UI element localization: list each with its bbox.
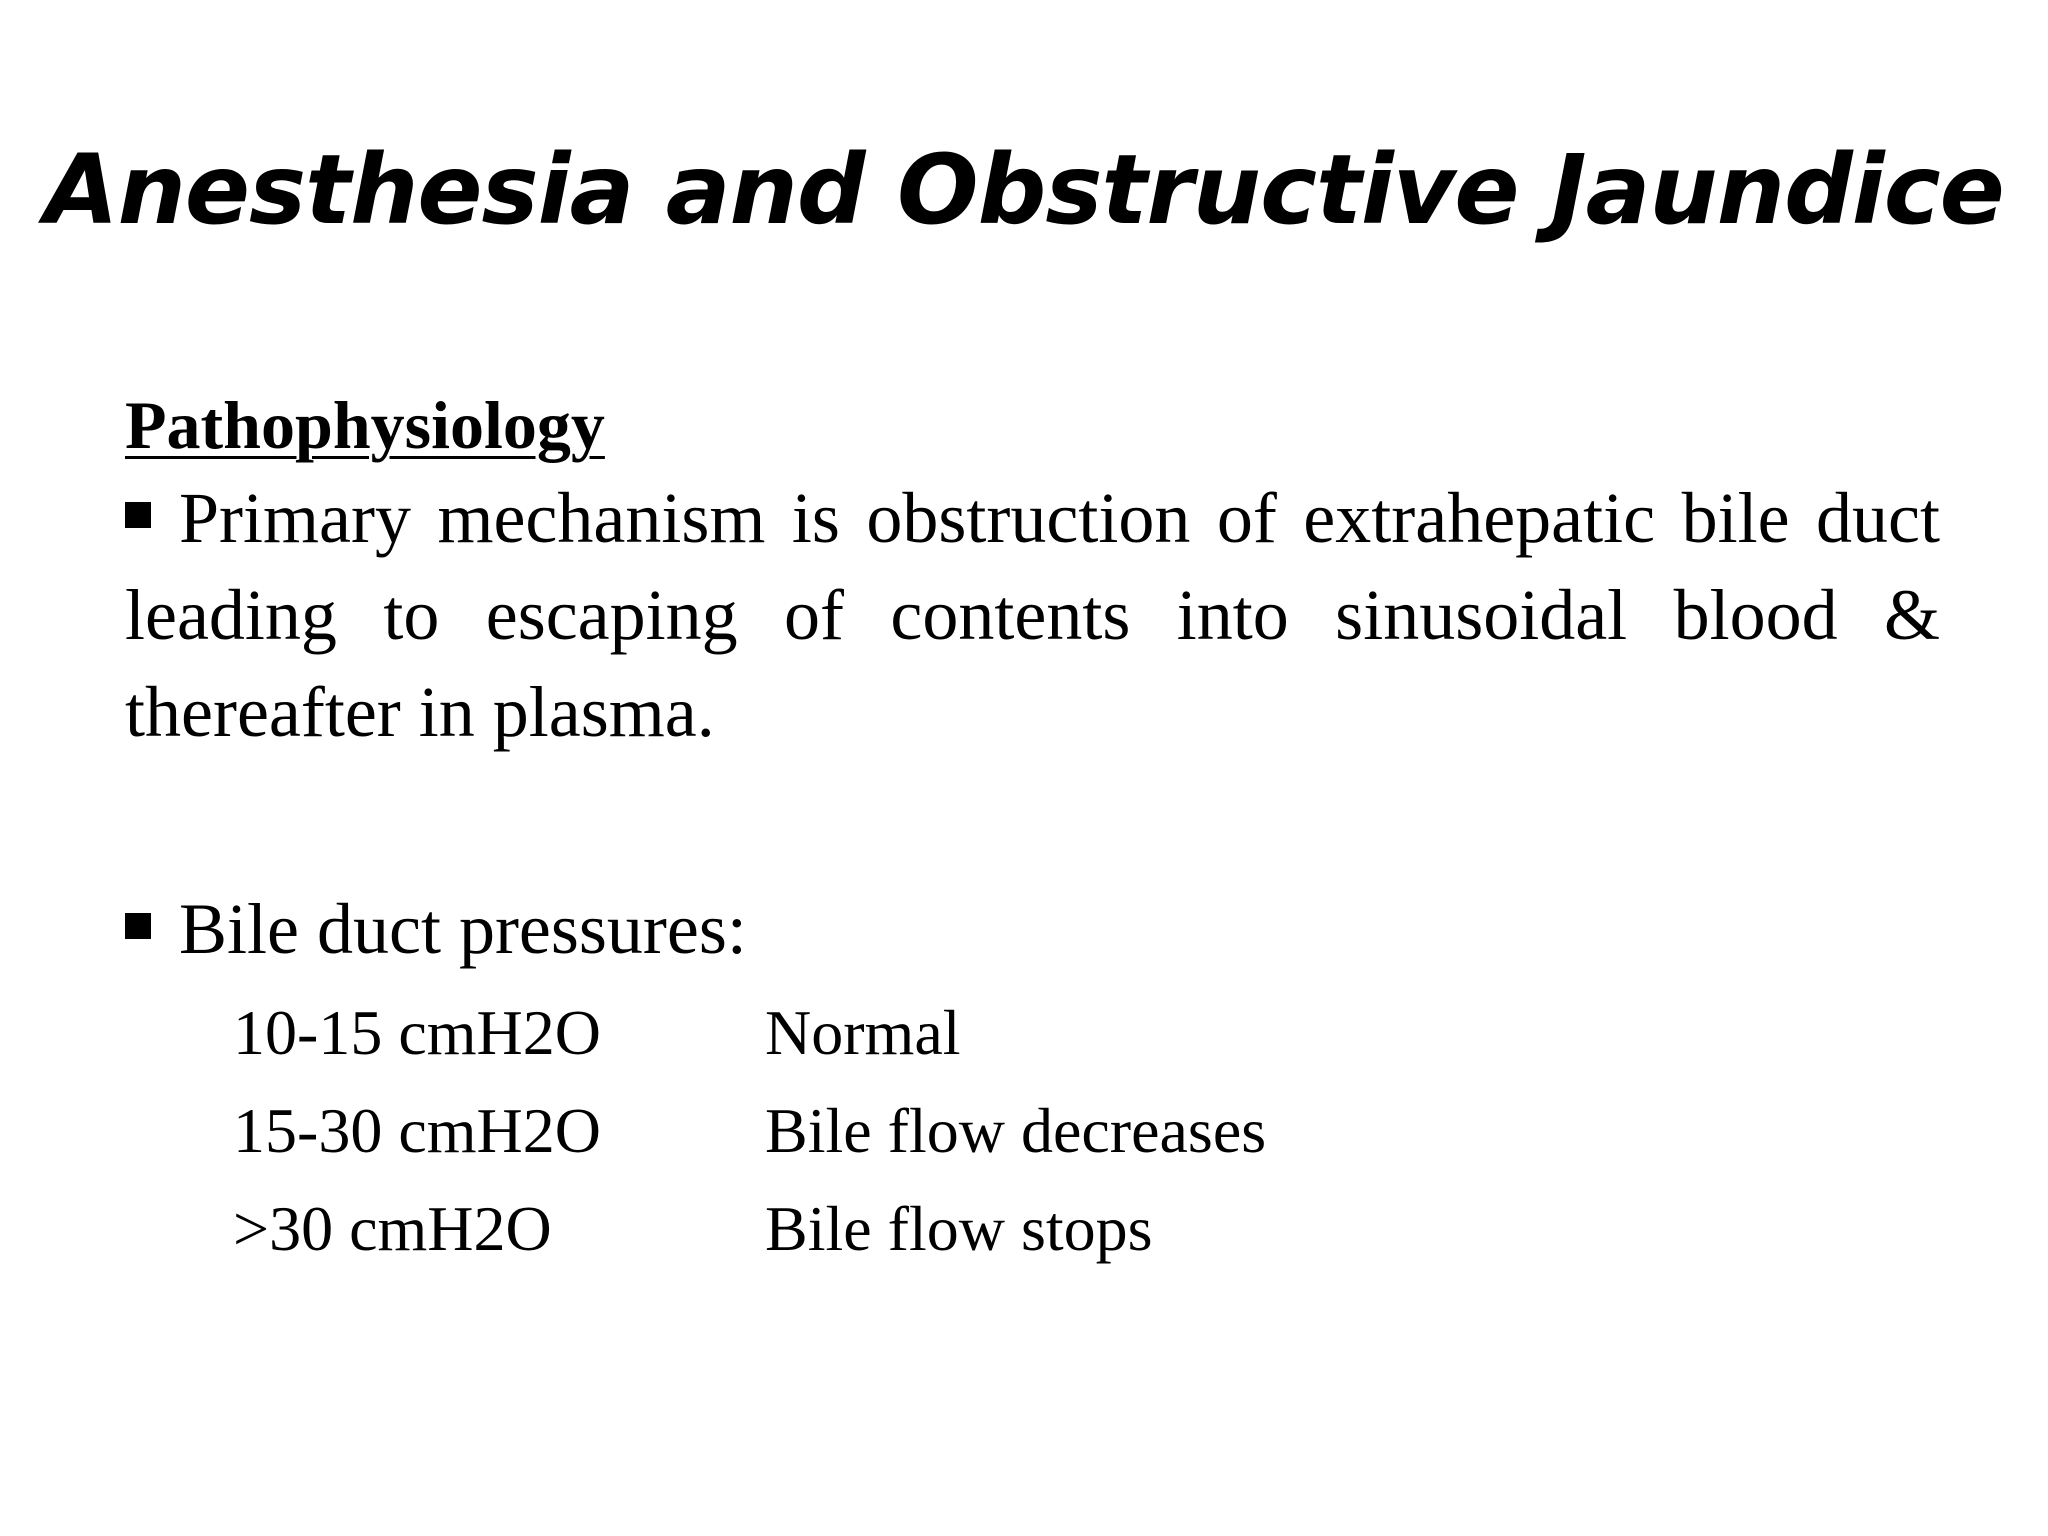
pressure-range: 10-15 cmH2O [233, 997, 601, 1068]
pressure-effect: Bile flow stops [765, 1193, 1153, 1264]
bullet-item-pressures [125, 881, 1940, 978]
square-bullet-icon [125, 502, 151, 528]
table-row [233, 984, 1266, 1082]
pressure-range: 15-30 cmH2O [233, 1095, 601, 1166]
table-row [233, 1082, 1266, 1180]
square-bullet-icon [125, 913, 151, 939]
section-heading: Pathophysiology [125, 387, 605, 463]
slide-title: Anesthesia and Obstructive Jaundice [44, 134, 2004, 246]
pressure-effect: Bile flow decreases [765, 1095, 1267, 1166]
bullet-text: Primary mechanism is obstruction of extrahepatic bile duct leading to escaping of contents into sinusoidal blood & thereafter in plasma. [125, 478, 1940, 752]
pressure-effect: Normal [765, 997, 961, 1068]
bullet-text: Bile duct pressures: [179, 889, 747, 969]
pressure-range: >30 cmH2O [233, 1193, 552, 1264]
bullet-item-mechanism [125, 470, 1940, 761]
pressure-table [233, 984, 1266, 1278]
table-row [233, 1180, 1266, 1278]
slide-content [125, 380, 1940, 1278]
